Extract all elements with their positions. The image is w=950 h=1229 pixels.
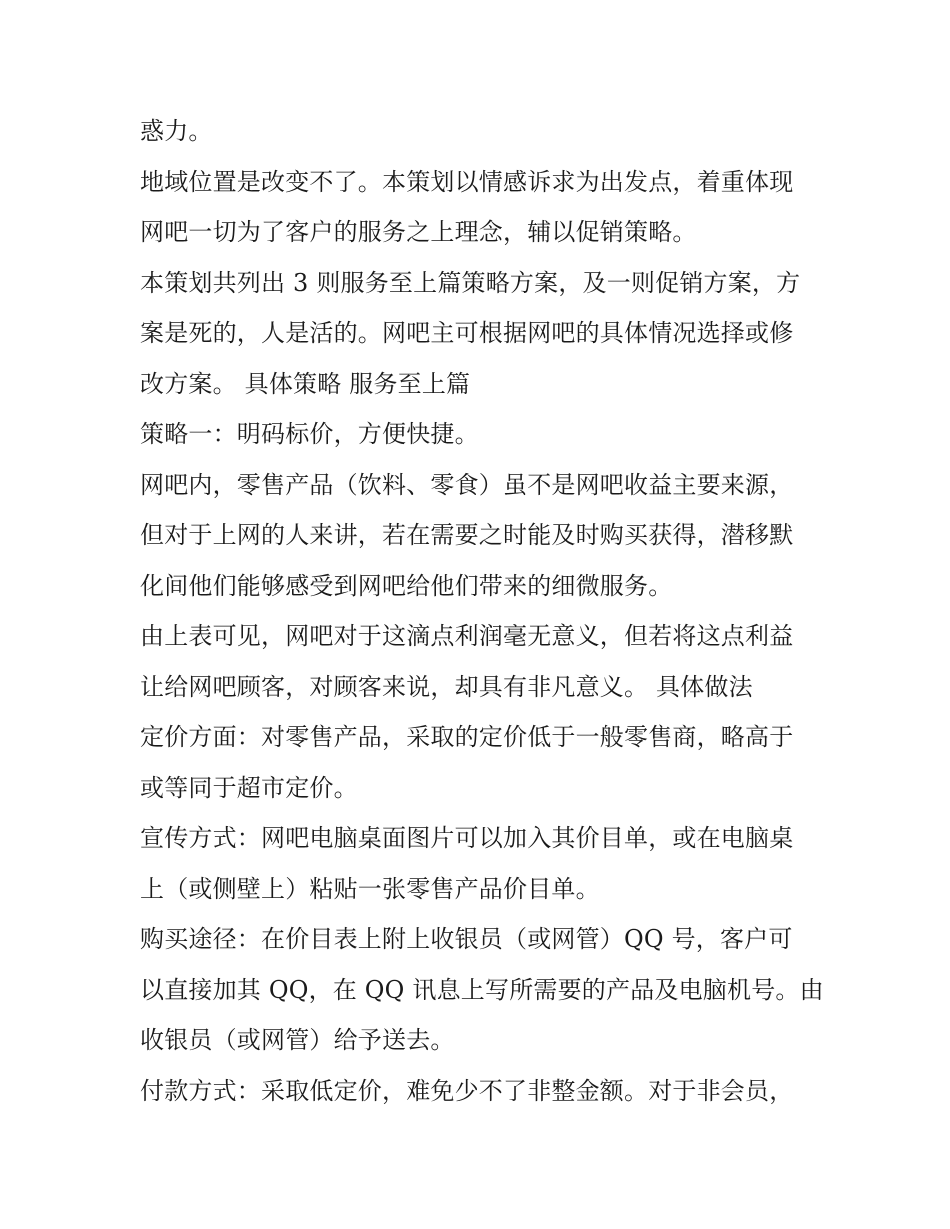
body-text	[140, 106, 824, 1116]
text-line: 惑力。	[140, 117, 213, 145]
text-line: 网吧内，零售产品（饮料、零食）虽不是网吧收益主要来源，	[140, 470, 794, 499]
text-line: 付款方式：采取低定价，难免少不了非整金额。对于非会员，	[140, 1076, 794, 1105]
text-line: 地域位置是改变不了。本策划以情感诉求为出发点，着重体现	[140, 167, 794, 196]
text-line: 购买途径：在价目表上附上收银员（或网管）QQ 号，客户可	[140, 925, 793, 953]
text-line: 定价方面：对零售产品，采取的定价低于一般零售商，略高于	[140, 723, 794, 751]
text-line: 收银员（或网管）给予送去。	[140, 1026, 455, 1054]
text-line: 但对于上网的人来讲，若在需要之时能及时购买获得，潜移默	[140, 521, 794, 549]
text-line: 由上表可见，网吧对于这滴点利润毫无意义，但若将这点利益	[140, 622, 794, 650]
text-line: 化间他们能够感受到网吧给他们带来的细微服务。	[140, 571, 673, 600]
text-line: 网吧一切为了客户的服务之上理念，辅以促销策略。	[140, 218, 697, 246]
text-line: 或等同于超市定价。	[140, 773, 358, 802]
text-line: 上（或侧壁上）粘贴一张零售产品价目单。	[140, 874, 600, 903]
text-line: 改方案。 具体策略 服务至上篇	[140, 369, 471, 398]
text-line: 宣传方式：网吧电脑桌面图片可以加入其价目单，或在电脑桌	[140, 824, 794, 852]
text-line: 以直接加其 QQ，在 QQ 讯息上写所需要的产品及电脑机号。由	[140, 975, 824, 1004]
text-line: 让给网吧顾客，对顾客来说，却具有非凡意义。 具体做法	[140, 672, 753, 701]
text-line: 案是死的，人是活的。网吧主可根据网吧的具体情况选择或修	[140, 319, 794, 347]
text-line: 策略一：明码标价，方便快捷。	[140, 420, 479, 448]
text-line: 本策划共列出 3 则服务至上篇策略方案，及一则促销方案，方	[140, 268, 801, 297]
